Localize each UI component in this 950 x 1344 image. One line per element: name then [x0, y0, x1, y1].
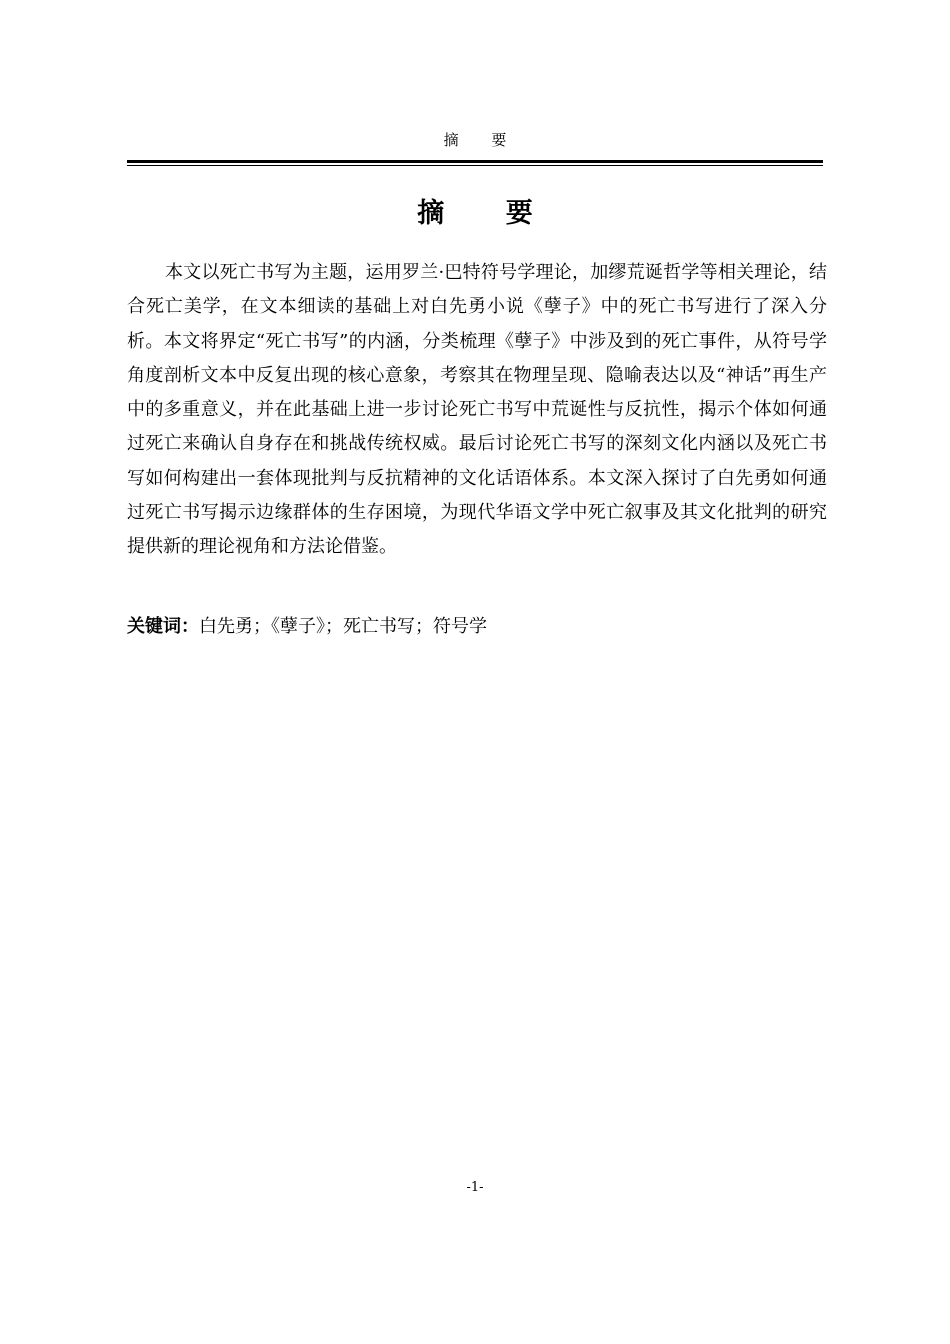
- header-rule-thick: [127, 160, 823, 163]
- page-title: 摘 要: [417, 198, 559, 229]
- header-rule: [127, 160, 823, 166]
- abstract-body: 本文以死亡书写为主题，运用罗兰·巴特符号学理论，加缪荒诞哲学等相关理论，结合死亡美学，在文本细读的基础上对白先勇小说《孽子》中的死亡书写进行了深入分析。本文将界定“死亡书写”的内涵，分类梳理《孽子》中涉及到的死亡事件，从符号学角度剖析文本中反复出现的核心意象，考察其在物理呈现、隐喻表达以及“神话”再生产中的多重意义，并在此基础上进一步讨论死亡书写中荒诞性与反抗性，揭示个体如何通过死亡来确认自身存在和挑战传统权威。最后讨论死亡书写的深刻文化内涵以及死亡书写如何构建出一套体现批判与反抗精神的文化话语体系。本文深入探讨了白先勇如何通过死亡书写揭示边缘群体的生存困境，为现代华语文学中死亡叙事及其文化批判的研究提供新的理论视角和方法论借鉴。: [127, 262, 827, 558]
- keywords-label: 关键词：: [127, 616, 199, 637]
- running-header: 摘 要: [443, 131, 521, 149]
- header-rule-thin: [127, 165, 823, 166]
- keywords-line: [127, 612, 827, 642]
- keywords-text: 白先勇；《孽子》；死亡书写；符号学: [199, 616, 487, 637]
- page-number: -1-: [466, 1180, 484, 1195]
